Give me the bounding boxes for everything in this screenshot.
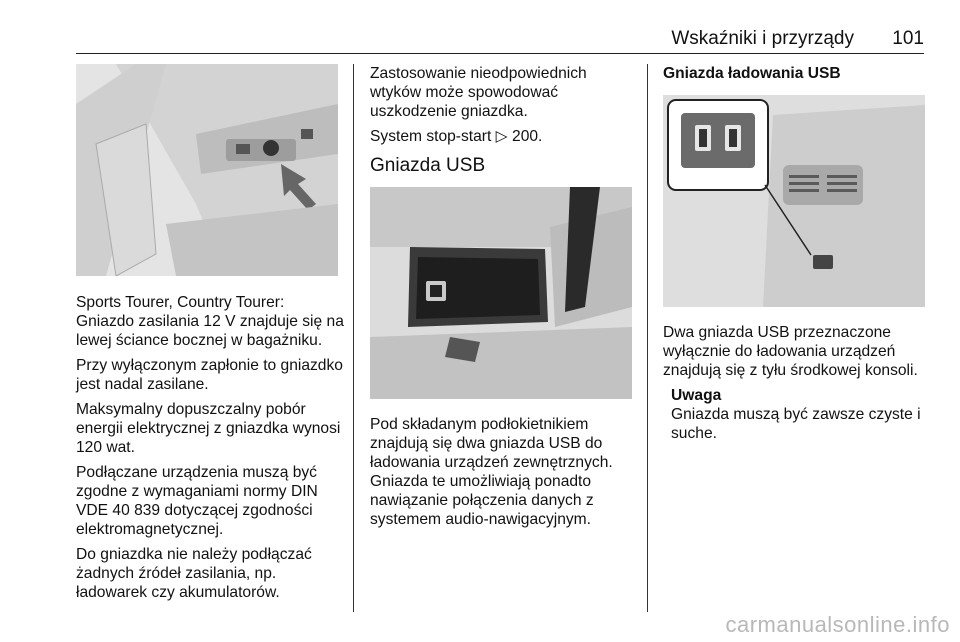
note-text: Gniazda muszą być zawsze czyste i suche. [671, 406, 921, 442]
page-header [76, 22, 924, 54]
column-divider [353, 64, 354, 612]
paragraph: Sports Tourer, Country Tourer: Gniazdo zasilania 12 V znajduje się na lewej ściance bocznej w bagażniku. [76, 294, 344, 349]
paragraph: Przy wyłączonym zapłonie to gniazdko jest nadal zasilane. [76, 357, 343, 393]
section-heading: Gniazda ładowania USB [663, 65, 841, 82]
header-title: Wskaźniki i przyrządy [671, 28, 854, 49]
paragraph: Zastosowanie nieodpowiednich wtyków może spowodować uszkodzenie gniazdka. [370, 65, 587, 120]
column-2 [370, 64, 640, 535]
header-rule [76, 53, 924, 54]
paragraph: Do gniazdka nie należy podłączać żadnych źródeł zasilania, np. ładowarek czy akumulatorów. [76, 546, 312, 601]
paragraph: Podłączane urządzenia muszą być zgodne z wymaganiami normy DIN VDE 40 839 dotyczącej zgodności elektromagnetycznej. [76, 464, 318, 538]
note-label: Uwaga [671, 387, 722, 404]
note-box [671, 386, 933, 443]
paragraph: Pod składanym podłokietnikiem znajdują się dwa gniazda USB do ładowania urządzeń zewnętrznych. Gniazda te umożliwiają ponadto nawiązanie połączenia danych z systemem audio-nawigacyjnym. [370, 416, 613, 528]
usb-sockets-image [370, 187, 632, 399]
cross-reference [370, 127, 640, 146]
paragraph: Dwa gniazda USB przeznaczone wyłącznie do ładowania urządzeń znajdują się z tyłu środkowej konsoli. [663, 324, 918, 379]
reference-page[interactable]: 200. [512, 128, 543, 145]
triangle-right-outline-icon: ▷ [495, 128, 508, 145]
page-number: 101 [892, 28, 924, 49]
column-1 [76, 64, 346, 608]
column-3 [663, 64, 933, 443]
trunk-power-outlet-image [76, 64, 338, 276]
watermark: carmanualsonline.info [725, 612, 950, 637]
rear-console-usb-image [663, 95, 925, 307]
section-heading: Gniazda USB [370, 155, 486, 176]
reference-text: System stop-start [370, 128, 492, 145]
paragraph: Maksymalny dopuszczalny pobór energii elektrycznej z gniazdka wynosi 120 wat. [76, 401, 341, 456]
column-divider [647, 64, 648, 612]
